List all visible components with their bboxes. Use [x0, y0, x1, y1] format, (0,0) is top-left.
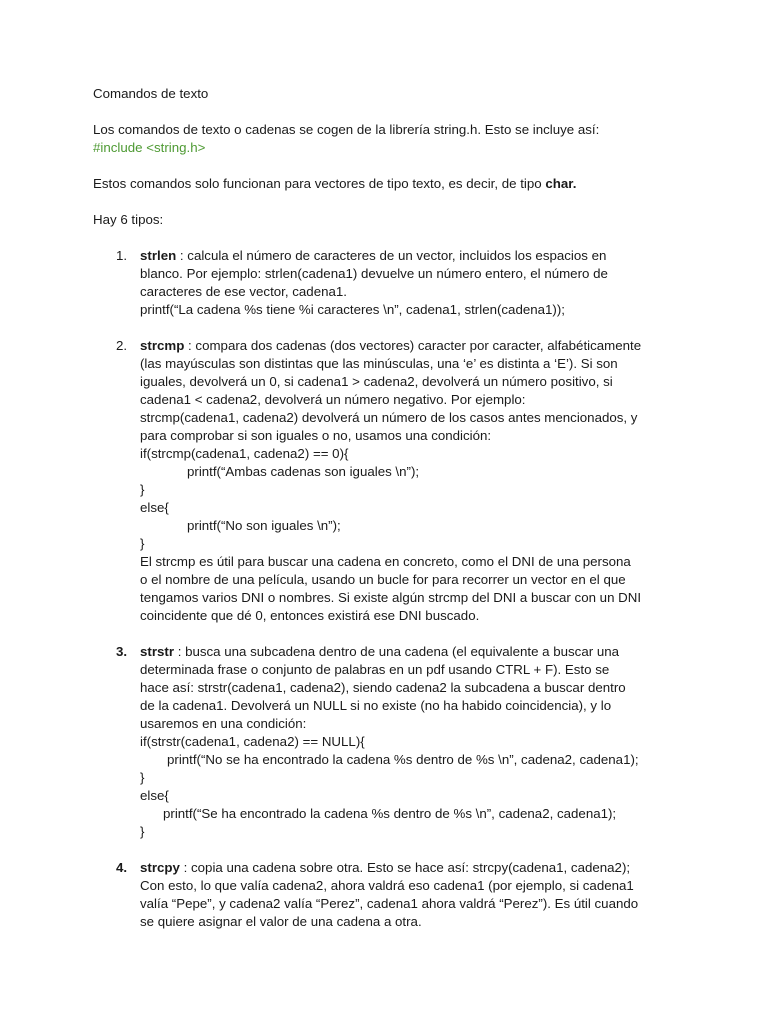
item-line: cadena1 < cadena2, devolverá un número negativo. Por ejemplo:	[140, 392, 526, 407]
code-line: else{	[140, 500, 169, 515]
item-line: de la cadena1. Devolverá un NULL si no existe (no ha habido coincidencia), y lo	[140, 698, 612, 713]
code-line: else{	[140, 788, 169, 803]
item-line: coincidente que dé 0, entonces existirá ese DNI buscado.	[140, 608, 480, 623]
code-line: }	[140, 536, 145, 551]
command-name: strcpy	[140, 860, 180, 875]
item-line: o el nombre de una película, usando un bucle for para recorrer un vector en el que	[140, 572, 626, 587]
code-line: printf(“No se ha encontrado la cadena %s dentro de %s \n”, cadena2, cadena1);	[167, 752, 639, 767]
code-line: printf(“Ambas cadenas son iguales \n”);	[187, 464, 420, 479]
item-text: : busca una subcadena dentro de una cadena (el equivalente a buscar una	[174, 644, 620, 659]
code-line: }	[140, 482, 145, 497]
item-line: se quiere asignar el valor de una cadena a otra.	[140, 914, 422, 929]
item-line: strcmp(cadena1, cadena2) devolverá un número de los casos antes mencionados, y	[140, 410, 638, 425]
item-line: usaremos en una condición:	[140, 716, 307, 731]
item-number: 3.	[116, 644, 128, 659]
item-line: para comprobar si son iguales o no, usamos una condición:	[140, 428, 492, 443]
document-title: Comandos de texto	[93, 86, 209, 101]
item-line: determinada frase o conjunto de palabras en un pdf usando CTRL + F). Esto se	[140, 662, 610, 677]
item-line: (las mayúsculas son distintas que las minúsculas, una ‘e’ es distinta a ‘E’). Si son	[140, 356, 618, 371]
command-name: strstr	[140, 644, 174, 659]
list-item-strcmp	[93, 337, 683, 625]
intro-text: Los comandos de texto o cadenas se cogen de la librería string.h. Esto se incluye así:	[93, 122, 600, 137]
include-line: #include <string.h>	[93, 140, 206, 155]
item-number: 4.	[116, 860, 128, 875]
list-item-strlen	[93, 247, 683, 319]
code-line: }	[140, 824, 145, 839]
code-line: printf(“La cadena %s tiene %i caracteres \n”, cadena1, strlen(cadena1));	[140, 302, 565, 317]
char-note-text: Estos comandos solo funcionan para vectores de tipo texto, es decir, de tipo	[93, 176, 546, 191]
command-list	[93, 247, 683, 931]
list-item-strcpy	[93, 859, 683, 931]
code-line: if(strstr(cadena1, cadena2) == NULL){	[140, 734, 365, 749]
item-line	[140, 247, 683, 265]
item-text: : calcula el número de caracteres de un vector, incluidos los espacios en	[176, 248, 607, 263]
item-line	[140, 859, 683, 877]
item-number: 2.	[116, 338, 128, 353]
code-line: printf(“Se ha encontrado la cadena %s dentro de %s \n”, cadena2, cadena1);	[163, 806, 617, 821]
item-line: caracteres de ese vector, cadena1.	[140, 284, 347, 299]
code-line: if(strcmp(cadena1, cadena2) == 0){	[140, 446, 349, 461]
document-page	[93, 85, 683, 949]
item-line	[140, 337, 683, 355]
command-name: strcmp	[140, 338, 185, 353]
item-line: iguales, devolverá un 0, si cadena1 > cadena2, devolverá un número positivo, si	[140, 374, 613, 389]
char-note	[93, 175, 683, 193]
item-line: tengamos varios DNI o nombres. Si existe algún strcmp del DNI a buscar con un DNI	[140, 590, 642, 605]
item-number: 1.	[116, 248, 128, 263]
types-count: Hay 6 tipos:	[93, 212, 164, 227]
item-line: hace así: strstr(cadena1, cadena2), siendo cadena2 la subcadena a buscar dentro	[140, 680, 626, 695]
item-text: : compara dos cadenas (dos vectores) caracter por caracter, alfabéticamente	[184, 338, 642, 353]
char-keyword: char.	[545, 176, 577, 191]
list-item-strstr	[93, 643, 683, 841]
code-line: }	[140, 770, 145, 785]
intro-paragraph	[93, 121, 683, 157]
code-line: printf(“No son iguales \n”);	[187, 518, 341, 533]
item-text: : copia una cadena sobre otra. Esto se hace así: strcpy(cadena1, cadena2);	[179, 860, 631, 875]
command-name: strlen	[140, 248, 177, 263]
item-line: blanco. Por ejemplo: strlen(cadena1) devuelve un número entero, el número de	[140, 266, 608, 281]
item-line: El strcmp es útil para buscar una cadena en concreto, como el DNI de una persona	[140, 554, 631, 569]
item-line: valía “Pepe”, y cadena2 valía “Perez”, cadena1 ahora valdrá “Perez”). Es útil cuando	[140, 896, 639, 911]
item-line: Con esto, lo que valía cadena2, ahora valdrá eso cadena1 (por ejemplo, si cadena1	[140, 878, 634, 893]
item-line	[140, 643, 683, 661]
